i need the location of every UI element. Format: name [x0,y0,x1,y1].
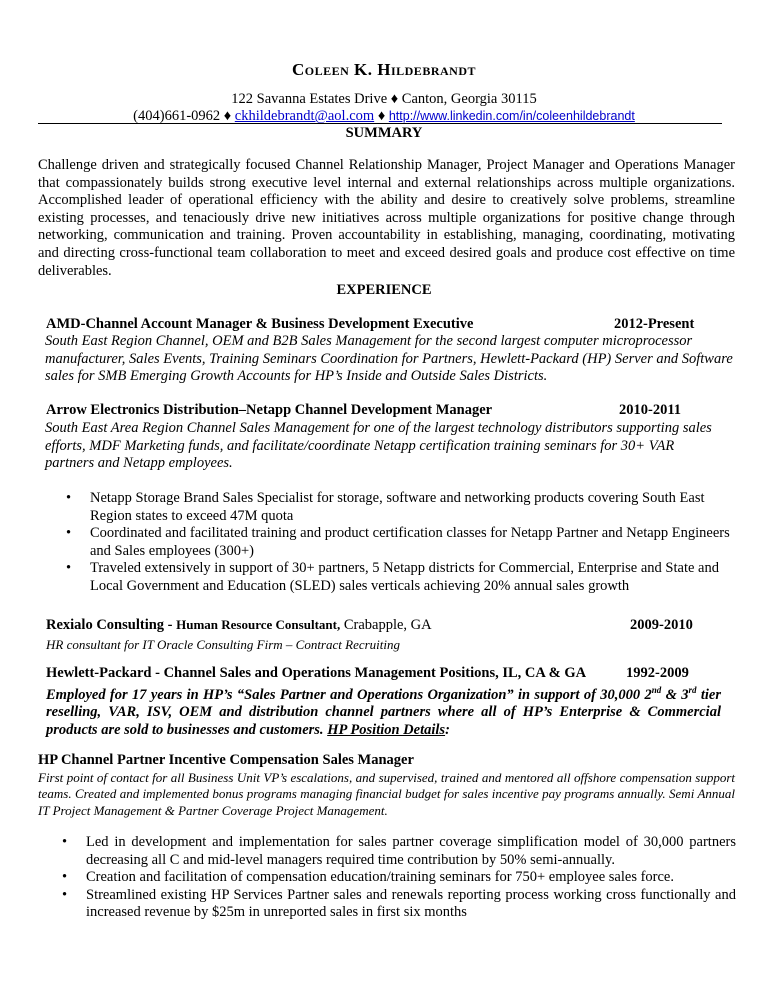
list-item [62,834,736,869]
bullet-icon: • [62,869,68,886]
bullet-text: Led in development and implementation for sales partner coverage simplification model of 30,000 partners decreasing all C and mid-level managers required time contribution by 50% semi-annually. [86,834,736,868]
job-title-text: Hewlett-Packard - Channel Sales and Operations Management Positions, IL, CA & GA [46,665,587,681]
header-divider [38,123,722,124]
superscript: nd [651,685,662,695]
job-desc-hp [46,682,721,740]
list-item [66,560,738,595]
separator-diamond: ♦ [377,108,386,124]
job-title-hp [46,665,736,682]
hp-position-details-label: HP Position Details [327,722,446,739]
bullet-icon: • [66,490,72,506]
hp-desc-part: & 3 [661,686,689,703]
bullet-text: Coordinated and facilitated training and product certification classes for Netapp Partner and Netapp Engineers and Sales employees (300+) [90,525,730,559]
candidate-name: Coleen K. Hildebrandt [291,60,476,79]
bullet-text: Traveled extensively in support of 30+ partners, 5 Netapp districts for Commercial, Enterprise and State and Local Government and Education (SLED) sales verticals achieving 20% annual sales growth [90,560,719,594]
role-title: Human Resource Consultant, [176,617,341,632]
hp-desc-part: : [445,722,450,739]
summary-heading: SUMMARY [345,125,423,141]
job-years: 2012-Present [614,316,695,332]
job-title-rexialo [46,617,736,634]
list-item [62,869,736,887]
summary-text: Challenge driven and strategically focused Channel Relationship Manager, Project Manager and Operations Manager that compassionately builds strong executive level internal and external relationships across multiple organizations. Accomplished leader of operational efficiency with the ability and desire to creatively solve problems, streamline existing processes, and tenaciously drive new initiatives across multiple organizations for positive change through networking, communication and training. Proven accountability in establishing, managing, coordinating, motivating and directing cross-functional team collaboration to meet and exceed desired goals and produce cost effective on time deliverables. [38,157,735,279]
subjob-title-hp-incentive: HP Channel Partner Incentive Compensation Sales Manager [38,752,414,768]
list-item [62,887,736,922]
job-title-text: AMD-Channel Account Manager & Business Development Executive [46,316,474,332]
hp-desc-part: Employed for 17 years in HP’s “Sales Partner and Operations Organization” in support of 30,000 2 [46,686,652,703]
job-desc-arrow: South East Area Region Channel Sales Management for one of the largest technology distributors supporting sales efforts, MDF Marketing funds, and facilitate/coordinate Netapp certification training seminars for 30+ VAR partners and Netapp employees. [45,420,712,472]
arrow-bullets [66,490,738,596]
bullet-icon: • [62,886,68,903]
list-item [66,490,738,525]
phone-number: (404)661-0962 ♦ [133,108,232,124]
job-title-amd [46,316,736,333]
job-title-text: Arrow Electronics Distribution–Netapp Channel Development Manager [46,402,493,418]
job-title-arrow [46,402,736,419]
job-desc-amd: South East Region Channel, OEM and B2B Sales Management for the second largest computer microprocessor manufacturer, Sales Events, Training Seminars Coordination for Partners, Hewlett-Packard (HP) Server and Software sales for SMB Emerging Growth Accounts for HP’s Inside and Outside Sales Districts. [45,333,733,385]
postal-address: 122 Savanna Estates Drive ♦ Canton, Georgia 30115 [231,91,537,107]
list-item [66,525,738,560]
subjob-desc-hp-incentive: First point of contact for all Business Unit VP’s escalations, and supervised, trained and mentored all offshore compensation support teams. Created and implemented bonus programs managing financial budget for sales incentive pay programs annually. Semi Annual IT Project Management & Partner Coverage Project Management. [38,770,735,818]
hp-desc-part: tier reselling, VAR, ISV, OEM and distribution channel partners where all of HP’s Enterprise & Commercial products are sold to businesses and customers. [46,686,721,739]
job-years: 2009-2010 [630,617,693,633]
bullet-icon: • [62,834,68,850]
company-name: Rexialo Consulting - [46,617,177,633]
bullet-text: Streamlined existing HP Services Partner sales and renewals reporting process working cross functionally and increased revenue by $25m in unreported sales in first six months [86,886,736,921]
bullet-icon: • [66,560,72,577]
bullet-text: Creation and facilitation of compensation education/training seminars for 750+ employee sales force. [86,869,674,886]
superscript: rd [688,685,697,695]
job-location: Crabapple, GA [340,617,432,633]
hp-incentive-bullets [62,834,736,922]
bullet-text: Netapp Storage Brand Sales Specialist for storage, software and networking products covering South East Region states to exceed 47M quota [90,490,705,524]
email-link[interactable]: ckhildebrandt@aol.com [234,108,375,124]
bullet-icon: • [66,525,72,542]
job-desc-rexialo: HR consultant for IT Oracle Consulting Firm – Contract Recruiting [46,637,401,652]
job-years: 1992-2009 [626,665,689,681]
job-years: 2010-2011 [619,402,682,418]
linkedin-link[interactable]: http://www.linkedin.com/in/coleenhildebrandt [388,109,635,123]
experience-heading: EXPERIENCE [336,282,432,298]
